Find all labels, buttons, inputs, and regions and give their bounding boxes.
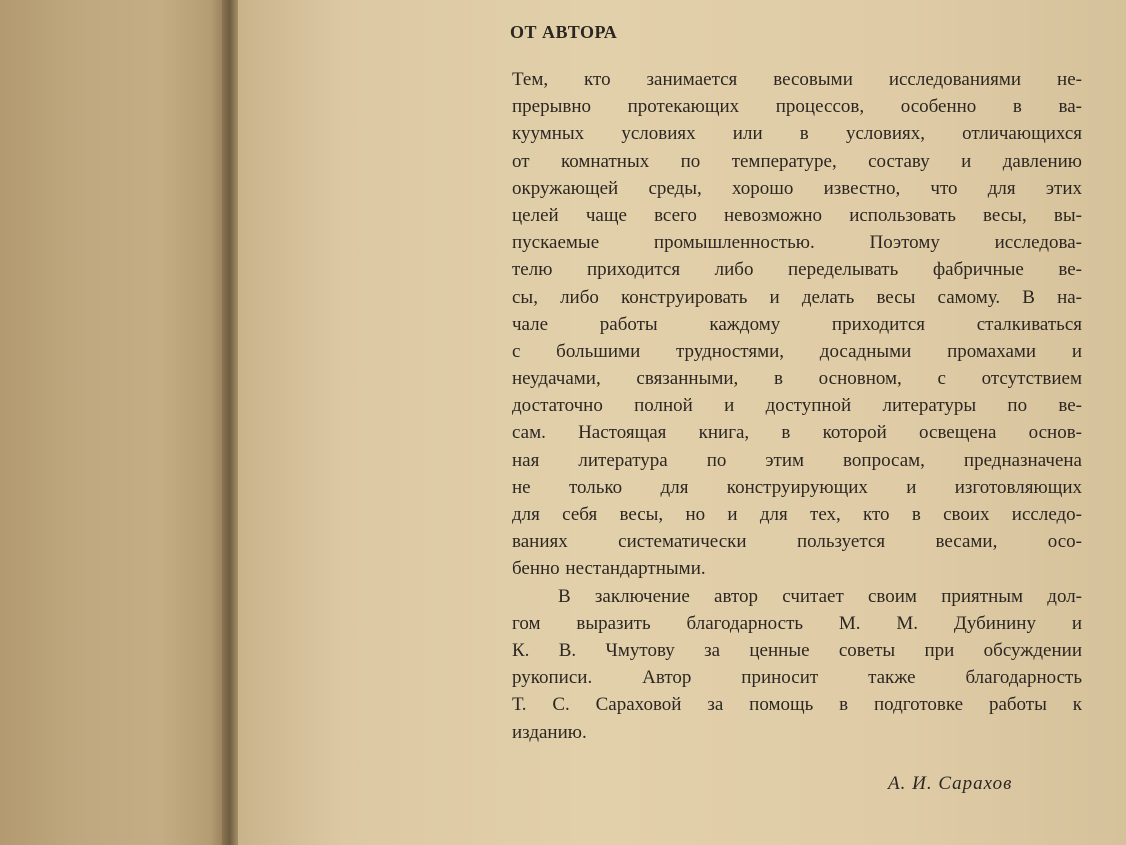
- text-line: с большими трудностями, досадными промахами и: [512, 340, 1082, 362]
- page-heading: ОТ АВТОРА: [510, 22, 618, 42]
- text-line: не только для конструирующих и изготовляющих: [512, 476, 1082, 498]
- text-line: чале работы каждому приходится сталкиваться: [512, 313, 1082, 335]
- text-line: прерывно протекающих процессов, особенно в ва-: [512, 96, 1082, 118]
- text-line: Тем, кто занимается весовыми исследованиями не-: [512, 69, 1082, 90]
- text-line: достаточно полной и доступной литературы по ве-: [512, 395, 1082, 417]
- text-line: сы, либо конструировать и делать весы самому. В на-: [512, 286, 1082, 308]
- text-line: от комнатных по температуре, составу и давлению: [512, 150, 1082, 172]
- text-line: Т. С. Сараховой за помощь в подготовке работы к: [512, 694, 1082, 716]
- text-line: ная литература по этим вопросам, предназначена: [512, 449, 1082, 471]
- text-line: целей чаще всего невозможно использовать весы, вы-: [512, 204, 1082, 226]
- text-line: В заключение автор считает своим приятным дол-: [558, 585, 1082, 607]
- text-line: изданию.: [512, 721, 587, 743]
- text-line: ваниях систематически пользуется весами, осо-: [512, 531, 1082, 553]
- text-line: для себя весы, но и для тех, кто в своих исследо-: [512, 504, 1082, 525]
- text-line: рукописи. Автор приносит также благодарность: [512, 667, 1082, 689]
- text-line: К. В. Чмутову за ценные советы при обсуждении: [512, 639, 1082, 661]
- text-line: телю приходится либо переделывать фабричные ве-: [512, 259, 1082, 281]
- text-line: неудачами, связанными, в основном, с отсутствием: [512, 368, 1082, 390]
- text-line: куумных условиях или в условиях, отличающихся: [512, 123, 1082, 145]
- text-line: пускаемые промышленностью. Поэтому исследова-: [512, 232, 1082, 254]
- left-page: [0, 0, 228, 845]
- text-line: гом выразить благодарность М. М. Дубинину и: [512, 612, 1082, 634]
- body-text: [512, 66, 1082, 746]
- author-signature: А. И. Сарахов: [888, 773, 1013, 794]
- text-line: бенно нестандартными.: [512, 558, 706, 580]
- text-line: окружающей среды, хорошо известно, что для этих: [512, 177, 1082, 199]
- text-line: сам. Настоящая книга, в которой освещена основ-: [512, 422, 1082, 444]
